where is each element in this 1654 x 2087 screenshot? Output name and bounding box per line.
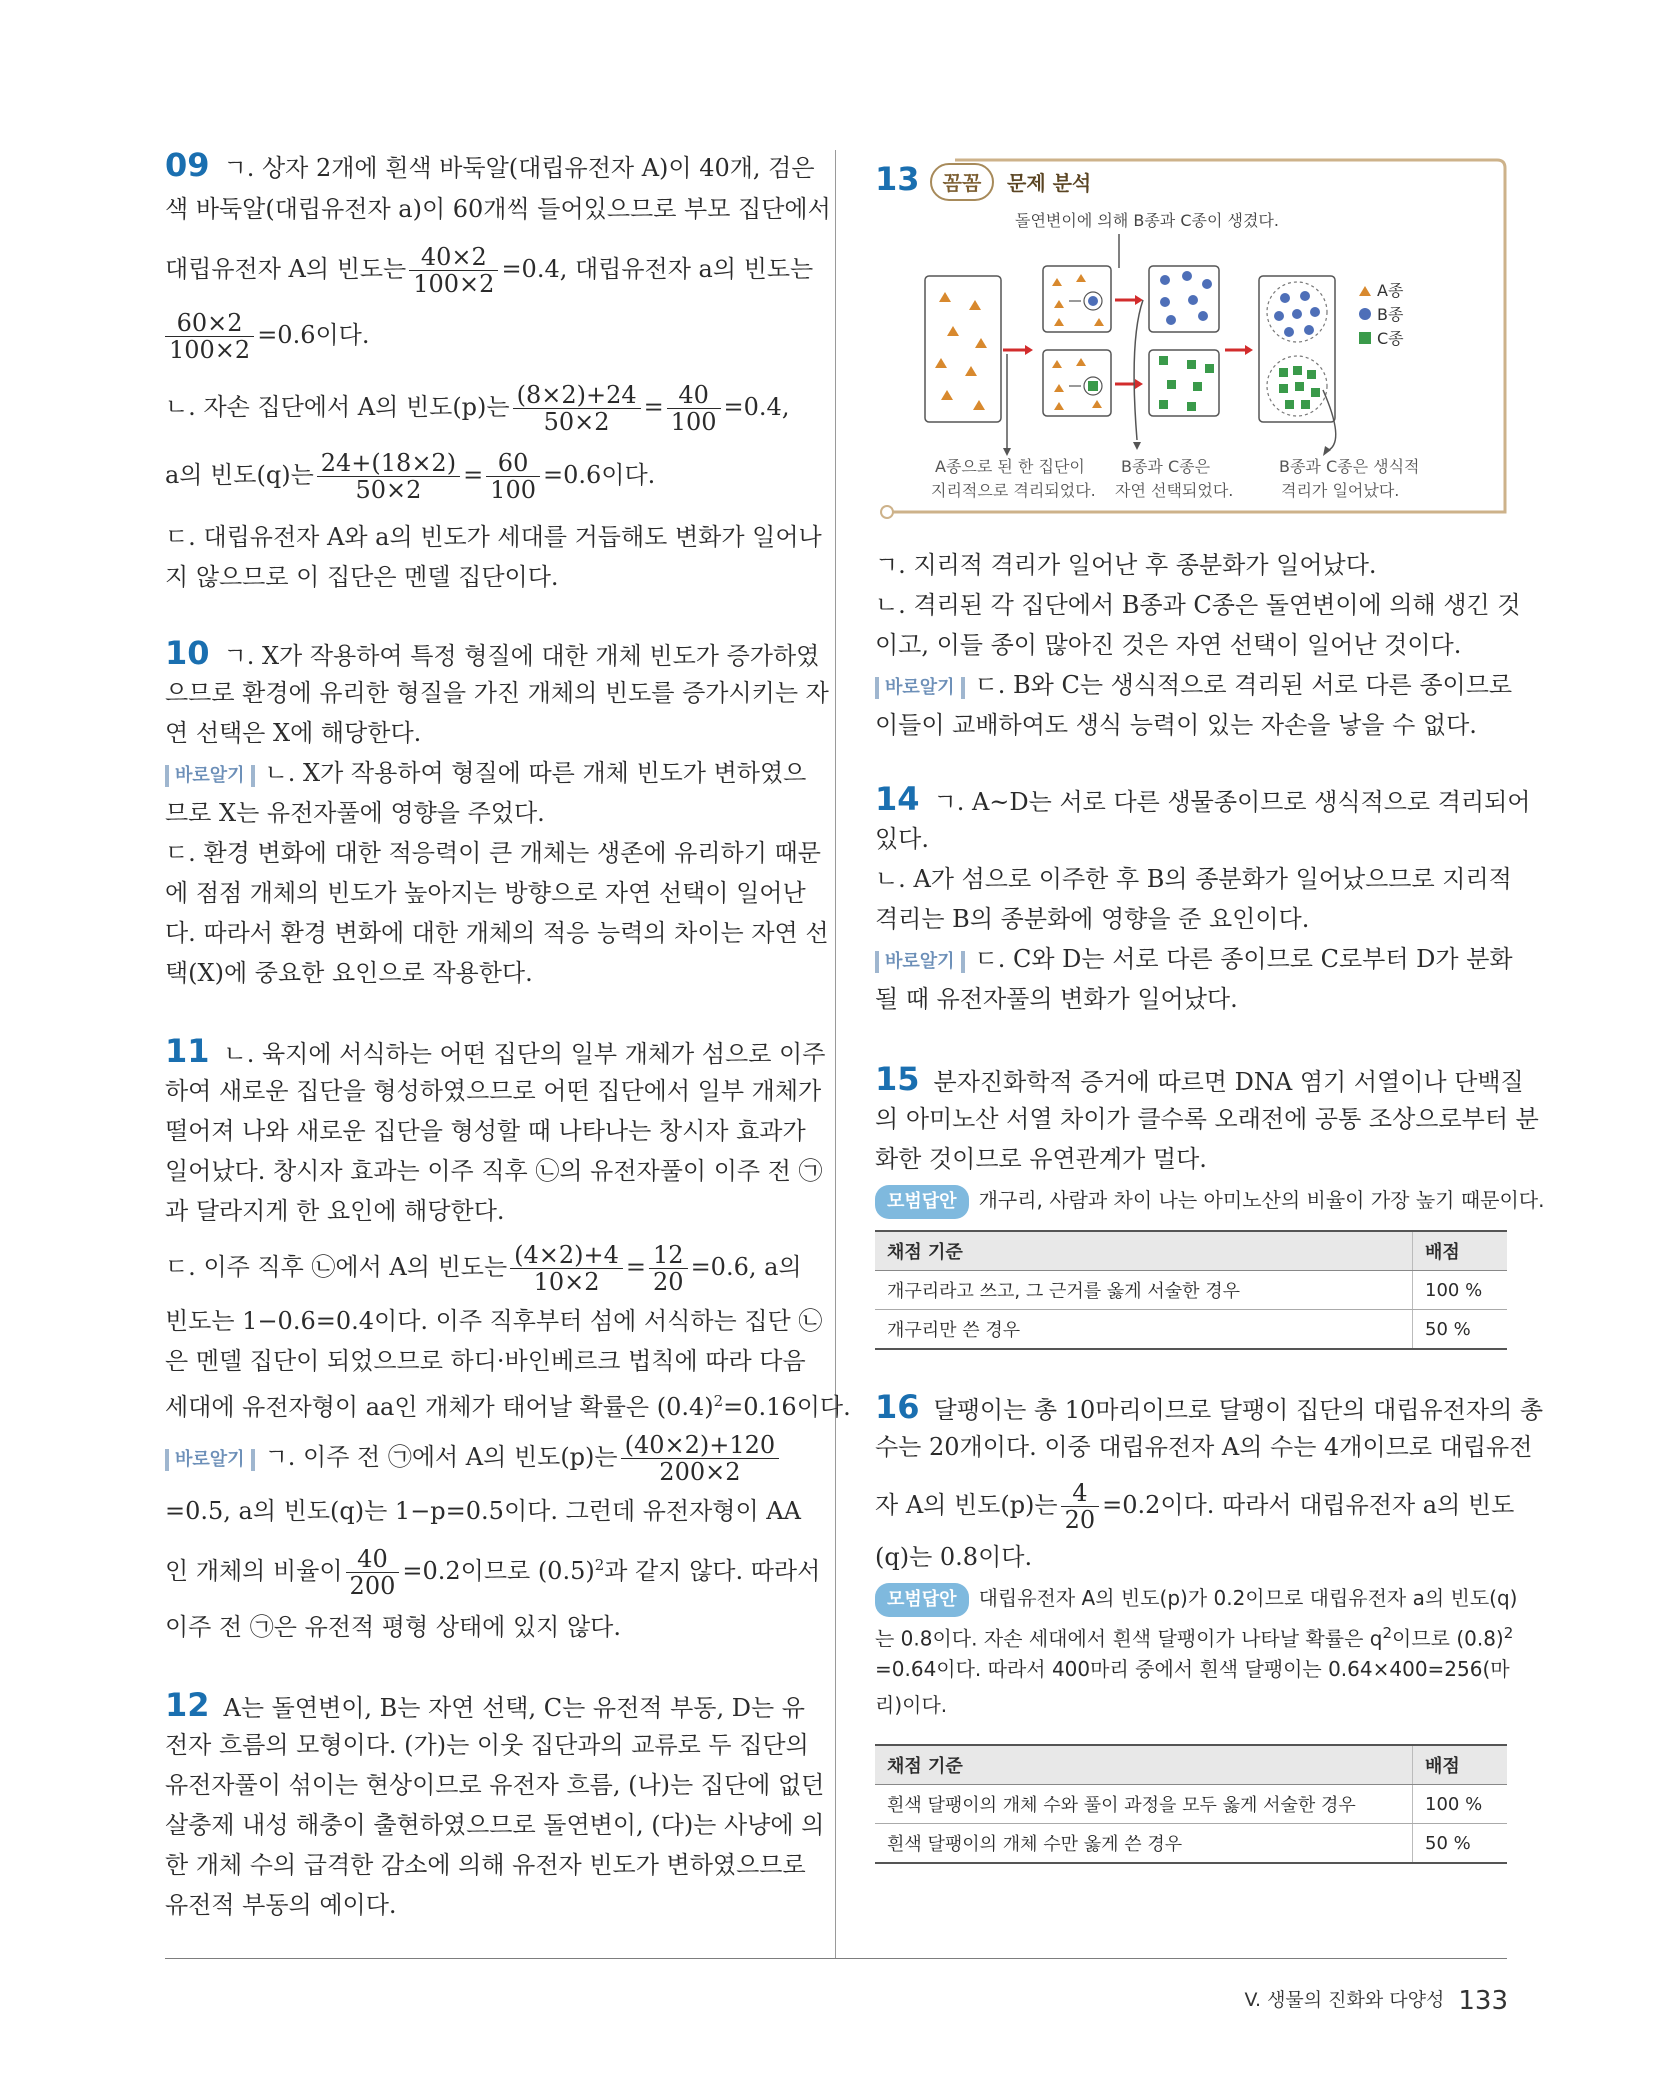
q11-line4: 일어났다. 창시자 효과는 이주 직후 ㉡의 유전자풀이 이주 전 ㉠: [165, 1157, 823, 1185]
q16-answer-line1: 모범답안 대립유전자 A의 빈도(p)가 0.2이므로 대립유전자 a의 빈도(q): [875, 1582, 1517, 1617]
q16-answer-line2: 는 0.8이다. 자손 세대에서 흰색 달팽이가 나타날 확률은 $q^2$이므로 $(0.8)^2$: [875, 1624, 1514, 1651]
fraction: $\frac{24+(18\times 2)}{50\times 2}$: [317, 450, 460, 503]
q11-line5: 과 달라지게 한 요인에 해당한다.: [165, 1197, 505, 1225]
q11-line9: 세대에 유전자형이 aa인 개체가 태어날 확률은 $(0.4)^2=0.16$이다.: [165, 1392, 851, 1421]
q12-line4: 살충제 내성 해충이 출현하였으므로 돌연변이, (다)는 사냥에 의: [165, 1811, 825, 1839]
q14-number: 14: [875, 780, 920, 818]
fraction: $\frac{(8\times 2)+24}{50\times 2}$: [513, 382, 641, 435]
q14-line3: ㄴ. A가 섬으로 이주한 후 B의 종분화가 일어났으므로 지리적: [875, 865, 1512, 893]
table-header: 채점 기준: [875, 1745, 1413, 1785]
q14-line1: 14 ㄱ. A~D는 서로 다른 생물종이므로 생식적으로 격리되어: [875, 780, 1531, 818]
c-species-mutant: [1088, 381, 1098, 391]
arrow-head: [1025, 345, 1033, 355]
q11-line12: 인 개체의 비율이 $\frac{40}{200}$ =0.2이므로 $(0.5)^2$과 같지 않다. 따라서: [165, 1545, 821, 1600]
table-row: 개구리만 쓴 경우 50 %: [875, 1310, 1507, 1350]
caption-geo-line1: A종으로 된 한 집단이: [935, 457, 1085, 476]
caption-pointer: [1134, 300, 1143, 440]
model-answer-badge: 모범답안: [875, 1185, 969, 1219]
page-number: 133: [1458, 1985, 1508, 2016]
fraction: $\frac{40}{100}$: [667, 382, 721, 435]
q11-line6: ㄷ. 이주 직후 ㉡에서 A의 빈도는 $\frac{(4\times 2)+4}{10\times 2}$ = $\frac{12}{20}$ =0.6, a의: [165, 1241, 802, 1296]
q13-line5: 이들이 교배하여도 생식 능력이 있는 자손을 낳을 수 없다.: [875, 711, 1477, 739]
fraction: $\frac{40}{200}$: [346, 1546, 400, 1599]
step-captions: [931, 457, 1420, 500]
q09-line3: 대립유전자 A의 빈도는 $\frac{40\times 2}{100\times 2}$ =0.4, 대립유전자 a의 빈도는: [165, 243, 814, 298]
kkom-badge-text: 꼼꼼: [942, 171, 982, 195]
fraction: $\frac{12}{20}$: [649, 1242, 688, 1295]
q09-line1: 09 ㄱ. 상자 2개에 흰색 바둑알(대립유전자 A)이 40개, 검은: [165, 146, 815, 184]
model-answer-badge: 모범답안: [875, 1583, 969, 1617]
legend-a: A종: [1377, 281, 1404, 300]
caption-repro-line1: B종과 C종은 생식적: [1279, 457, 1420, 476]
q10-line6: ㄷ. 환경 변화에 대한 적응력이 큰 개체는 생존에 유리하기 때문: [165, 839, 821, 867]
q09-number: 09: [165, 146, 210, 184]
table-row: 흰색 달팽이의 개체 수와 풀이 과정을 모두 옳게 서술한 경우 100 %: [875, 1785, 1507, 1824]
analysis-title: 문제 분석: [1007, 171, 1092, 195]
arrow-head: [1135, 379, 1143, 389]
q16-line4: (q)는 0.8이다.: [875, 1543, 1033, 1571]
q10-line9: 택(X)에 중요한 요인으로 작용한다.: [165, 959, 533, 987]
fraction: $\frac{4}{20}$: [1061, 1480, 1100, 1533]
fraction: $\frac{60\times 2}{100\times 2}$: [165, 310, 254, 363]
q16-line1: 16 달팽이는 총 10마리이므로 달팽이 집단의 대립유전자의 총: [875, 1388, 1544, 1426]
q11-line8: 은 멘델 집단이 되었으므로 하디·바인베르크 법칙에 따라 다음: [165, 1347, 806, 1375]
caption-sel-line1: B종과 C종은: [1121, 457, 1211, 476]
table-row: 개구리라고 쓰고, 그 근거를 옳게 서술한 경우 100 %: [875, 1271, 1507, 1310]
q11-line2: 하여 새로운 집단을 형성하였으므로 어떤 집단에서 일부 개체가: [165, 1077, 822, 1105]
q10-number: 10: [165, 634, 210, 672]
q09-line4: $\frac{60\times 2}{100\times 2}$ =0.6이다.: [165, 310, 369, 363]
q09-line5: ㄴ. 자손 집단에서 A의 빈도(p)는 $\frac{(8\times 2)+24}{50\times 2}$ = $\frac{40}{100}$ =0.4,: [165, 381, 790, 436]
q16-line3: 자 A의 빈도(p)는 $\frac{4}{20}$ =0.2이다. 따라서 대립유전자 a의 빈도: [875, 1479, 1515, 1534]
q11-line11: =0.5, a의 빈도(q)는 1−p=0.5이다. 그런데 유전자형이 AA: [165, 1497, 801, 1525]
q16-scoring-table: [875, 1744, 1507, 1864]
q14-line5: 바로알기 ㄷ. C와 D는 서로 다른 종이므로 C로부터 D가 분화: [875, 944, 1513, 974]
q11-number: 11: [165, 1032, 210, 1070]
column-divider: [835, 150, 836, 1958]
table-row: 흰색 달팽이의 개체 수만 옳게 쓴 경우 50 %: [875, 1824, 1507, 1864]
legend-b-icon: [1359, 308, 1371, 320]
q10-line7: 에 점점 개체의 빈도가 높아지는 방향으로 자연 선택이 일어난: [165, 879, 806, 907]
q10-line1: 10 ㄱ. X가 작용하여 특정 형질에 대한 개체 빈도가 증가하였: [165, 634, 820, 672]
q15-line1: 15 분자진화학적 증거에 따르면 DNA 염기 서열이나 단백질: [875, 1060, 1524, 1098]
b-species-mutant: [1088, 296, 1098, 306]
caption-sel-line2: 자연 선택되었다.: [1115, 481, 1234, 500]
q09-line6: a의 빈도(q)는 $\frac{24+(18\times 2)}{50\times 2}$ = $\frac{60}{100}$ =0.6이다.: [165, 449, 656, 504]
frame-end-dot: [881, 506, 893, 518]
baro-algi-tag: 바로알기: [875, 951, 965, 973]
caption-repro-line2: 격리가 일어났다.: [1281, 481, 1400, 500]
q13-line2: ㄴ. 격리된 각 집단에서 B종과 C종은 돌연변이에 의해 생긴 것: [875, 591, 1521, 619]
arrow-head: [1245, 345, 1253, 355]
q13-analysis-diagram: [875, 150, 1507, 522]
q11-line10: 바로알기 ㄱ. 이주 전 ㉠에서 A의 빈도(p)는 $\frac{(40\times 2)+120}{200\times 2}$: [165, 1432, 782, 1485]
q12-line3: 유전자풀이 섞이는 현상이므로 유전자 흐름, (나)는 집단에 없던: [165, 1771, 825, 1799]
legend-a-icon: [1359, 286, 1371, 296]
top-caption: 돌연변이에 의해 B종과 C종이 생겼다.: [1015, 211, 1279, 230]
pointer-head: [1133, 442, 1141, 450]
q16-answer-line3: =0.64이다. 따라서 400마리 중에서 흰색 달팽이는 0.64×400=256(마: [875, 1657, 1510, 1681]
q10-line4: 바로알기 ㄴ. X가 작용하여 형질에 따른 개체 빈도가 변하였으: [165, 758, 806, 788]
q12-line2: 전자 흐름의 모형이다. (가)는 이웃 집단과의 교류로 두 집단의: [165, 1731, 809, 1759]
q11-line13: 이주 전 ㉠은 유전적 평형 상태에 있지 않다.: [165, 1613, 621, 1641]
page-footer: [1244, 1985, 1508, 2016]
q16-line2: 수는 20개이다. 이중 대립유전자 A의 수는 4개이므로 대립유전: [875, 1433, 1533, 1461]
q15-answer: 모범답안 개구리, 사람과 차이 나는 아미노산의 비율이 가장 높기 때문이다.: [875, 1184, 1544, 1219]
fraction: $\frac{60}{100}$: [486, 450, 540, 503]
q13-line1: ㄱ. 지리적 격리가 일어난 후 종분화가 일어났다.: [875, 551, 1377, 579]
q12-line1: 12 A는 돌연변이, B는 자연 선택, C는 유전적 부동, D는 유: [165, 1686, 805, 1724]
legend-c: C종: [1377, 329, 1404, 348]
table-header: 배점: [1413, 1745, 1508, 1785]
q10-line5: 므로 X는 유전자풀에 영향을 주었다.: [165, 799, 545, 827]
q12-number: 12: [165, 1686, 210, 1724]
q11-line3: 떨어져 나와 새로운 집단을 형성할 때 나타나는 창시자 효과가: [165, 1117, 806, 1145]
q14-line2: 있다.: [875, 825, 929, 853]
q12-line5: 한 개체 수의 급격한 감소에 의해 유전자 빈도가 변하였으므로: [165, 1851, 806, 1879]
q12-line6: 유전적 부동의 예이다.: [165, 1891, 397, 1919]
q15-line3: 화한 것이므로 유연관계가 멀다.: [875, 1145, 1207, 1173]
q09-line8: 지 않으므로 이 집단은 멘델 집단이다.: [165, 563, 559, 591]
q15-scoring-table: [875, 1230, 1507, 1350]
baro-algi-tag: 바로알기: [875, 677, 965, 699]
q15-line2: 의 아미노산 서열 차이가 클수록 오래전에 공통 조상으로부터 분: [875, 1105, 1539, 1133]
q10-line8: 다. 따라서 환경 변화에 대한 개체의 적응 능력의 차이는 자연 선: [165, 919, 829, 947]
baro-algi-tag: 바로알기: [165, 1449, 255, 1471]
q14-line6: 될 때 유전자풀의 변화가 일어났다.: [875, 985, 1238, 1013]
q14-line4: 격리는 B의 종분화에 영향을 준 요인이다.: [875, 905, 1310, 933]
q13-line3: 이고, 이들 종이 많아진 것은 자연 선택이 일어난 것이다.: [875, 631, 1462, 659]
table-header: 배점: [1413, 1231, 1508, 1271]
legend-b: B종: [1377, 305, 1404, 324]
legend-c-icon: [1359, 332, 1371, 344]
population-box-a: [925, 276, 1001, 422]
fraction: $\frac{40\times 2}{100\times 2}$: [409, 244, 498, 297]
q11-line1: 11 ㄴ. 육지에 서식하는 어떤 집단의 일부 개체가 섬으로 이주: [165, 1032, 826, 1070]
pointer-head: [1003, 448, 1011, 456]
q13-line4: 바로알기 ㄷ. B와 C는 생식적으로 격리된 서로 다른 종이므로: [875, 670, 1512, 700]
q09-line7: ㄷ. 대립유전자 A와 a의 빈도가 세대를 거듭해도 변화가 일어나: [165, 523, 822, 551]
q09-line2: 색 바둑알(대립유전자 a)이 60개씩 들어있으므로 부모 집단에서: [165, 195, 831, 223]
species-legend: [1359, 281, 1404, 348]
fraction: $\frac{(4\times 2)+4}{10\times 2}$: [510, 1242, 623, 1295]
bottom-rule: [165, 1958, 1507, 1959]
q16-answer-line4: 리)이다.: [875, 1693, 948, 1717]
caption-geo-line2: 지리적으로 격리되었다.: [931, 481, 1096, 500]
q10-line3: 연 선택은 X에 해당한다.: [165, 719, 422, 747]
chapter-title: V. 생물의 진화와 다양성: [1244, 1989, 1445, 2011]
q15-number: 15: [875, 1060, 920, 1098]
q10-line2: 으므로 환경에 유리한 형질을 가진 개체의 빈도를 증가시키는 자: [165, 679, 829, 707]
pointer-head: [1323, 446, 1331, 456]
table-header: 채점 기준: [875, 1231, 1413, 1271]
fraction: $\frac{(40\times 2)+120}{200\times 2}$: [621, 1432, 780, 1485]
q13-number: 13: [875, 160, 920, 198]
q11-line7: 빈도는 1−0.6=0.4이다. 이주 직후부터 섬에 서식하는 집단 ㉡: [165, 1307, 823, 1335]
baro-algi-tag: 바로알기: [165, 765, 255, 787]
q16-number: 16: [875, 1388, 920, 1426]
